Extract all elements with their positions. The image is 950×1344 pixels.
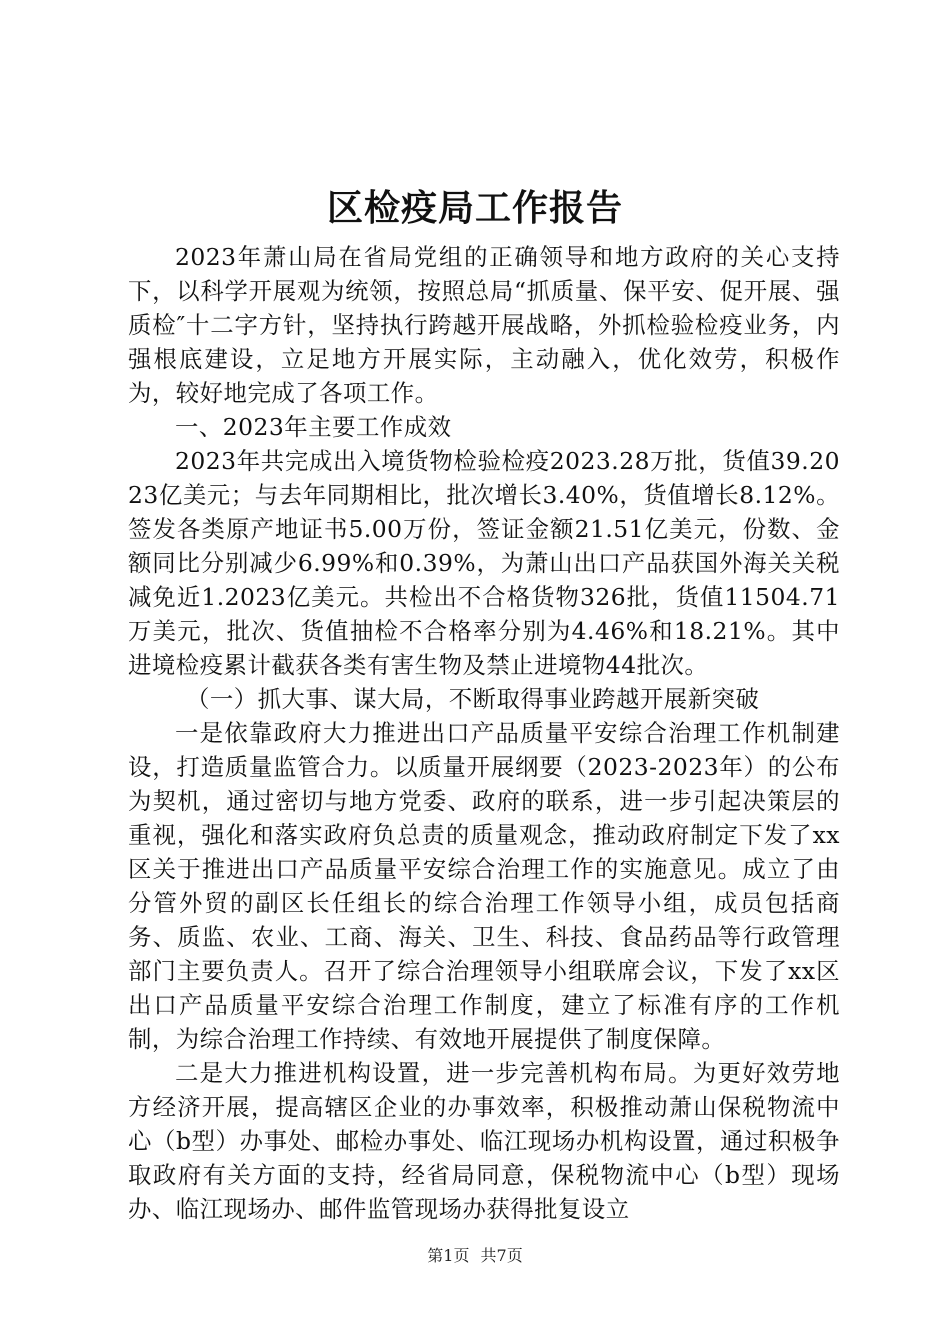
- item-one-paragraph: 一是依靠政府大力推进出口产品质量平安综合治理工作机制建设，打造质量监管合力。以质量开展纲要（2023-2023年）的公布为契机，通过密切与地方党委、政府的联系，进一步引起决策层的重视，强化和落实政府负总责的质量观念，推动政府制定下发了xx区关于推进出口产品质量平安综合治理工作的实施意见。成立了由分管外贸的副区长任组长的综合治理工作领导小组，成员包括商务、质监、农业、工商、海关、卫生、科技、食品药品等行政管理部门主要负责人。召开了综合治理领导小组联席会议，下发了xx区出口产品质量平安综合治理工作制度，建立了标准有序的工作机制，为综合治理工作持续、有效地开展提供了制度保障。: [128, 719, 840, 1053]
- intro-paragraph: 2023年萧山局在省局党组的正确领导和地方政府的关心支持下，以科学开展观为统领，按照总局“抓质量、保平安、促开展、强质检″十二字方针，坚持执行跨越开展战略，外抓检验检疫业务，内强根底建设，立足地方开展实际，主动融入，优化效劳，积极作为，较好地完成了各项工作。: [128, 243, 840, 407]
- section-heading: 一、2023年主要工作成效: [175, 413, 452, 441]
- document-title: 区检疫局工作报告: [326, 187, 623, 229]
- subsection-heading: （一）抓大事、谋大局，不断取得事业跨越开展新突破: [186, 685, 760, 713]
- page-number: 第1页: [427, 1246, 470, 1265]
- total-pages: 共7页: [480, 1246, 523, 1265]
- document-body: [128, 240, 840, 1226]
- item-two-paragraph: 二是大力推进机构设置，进一步完善机构布局。为更好效劳地方经济开展，提高辖区企业的办事效率，积极推动萧山保税物流中心（b型）办事处、邮检办事处、临江现场办机构设置，通过积极争取政府有关方面的支持，经省局同意，保税物流中心（b型）现场办、临江现场办、邮件监管现场办获得批复设立: [128, 1059, 840, 1223]
- page-footer: [0, 1244, 950, 1268]
- results-paragraph: 2023年共完成出入境货物检验检疫2023.28万批，货值39.2023亿美元；与去年同期相比，批次增长3.40%，货值增长8.12%。签发各类原产地证书5.00万份，签证金额21.51亿美元，份数、金额同比分别减少6.99%和0.39%，为萧山出口产品获国外海关关税减免近1.2023亿美元。共检出不合格货物326批，货值11504.71万美元，批次、货值抽检不合格率分别为4.46%和18.21%。其中进境检疫累计截获各类有害生物及禁止进境物44批次。: [128, 447, 840, 679]
